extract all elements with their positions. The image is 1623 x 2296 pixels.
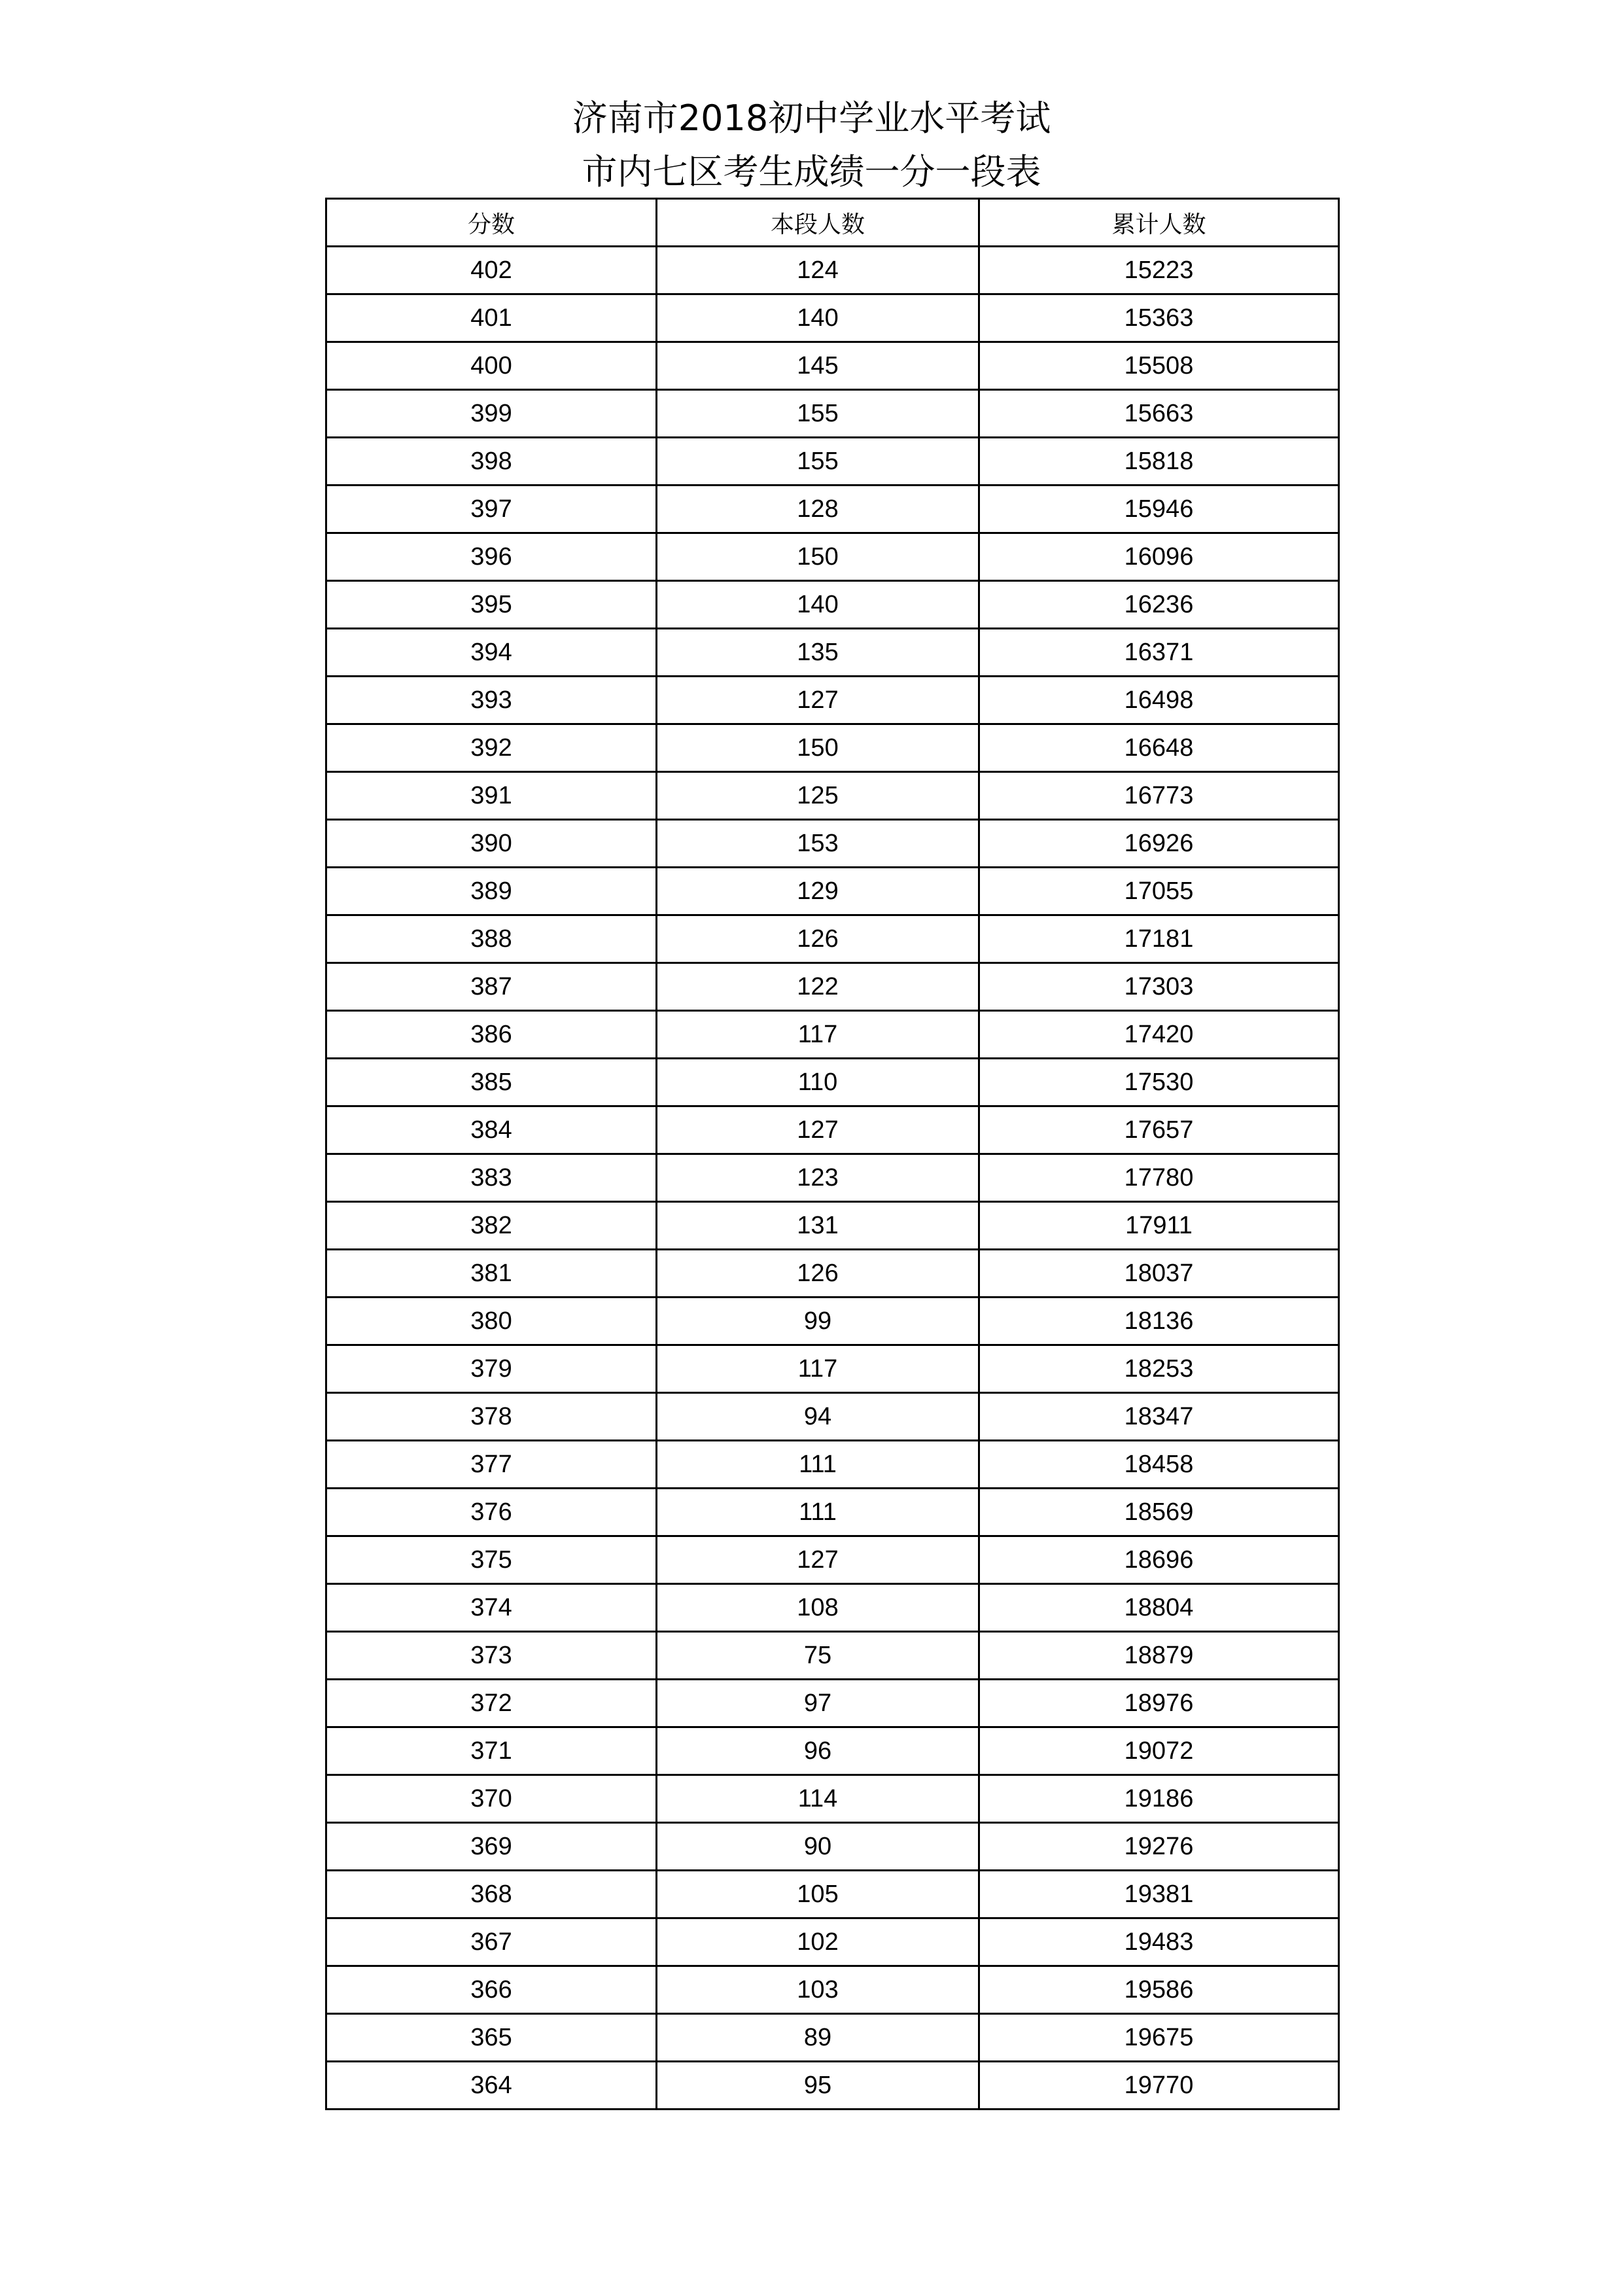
table-row	[326, 1584, 1339, 1632]
cell-segment-count: 127	[657, 677, 979, 724]
table-row	[326, 868, 1339, 915]
cell-segment-count: 97	[657, 1680, 979, 1727]
cell-score: 392	[326, 724, 657, 772]
cell-cumulative-count: 16648	[979, 724, 1339, 772]
cell-cumulative-count: 15363	[979, 294, 1339, 342]
table-row	[326, 581, 1339, 629]
cell-segment-count: 123	[657, 1154, 979, 1202]
cell-segment-count: 140	[657, 294, 979, 342]
cell-score: 397	[326, 486, 657, 533]
cell-score: 393	[326, 677, 657, 724]
cell-segment-count: 117	[657, 1011, 979, 1059]
cell-cumulative-count: 19381	[979, 1871, 1339, 1918]
cell-segment-count: 89	[657, 2014, 979, 2062]
cell-score: 376	[326, 1489, 657, 1536]
cell-segment-count: 150	[657, 724, 979, 772]
cell-cumulative-count: 15946	[979, 486, 1339, 533]
cell-segment-count: 111	[657, 1489, 979, 1536]
cell-segment-count: 150	[657, 533, 979, 581]
cell-segment-count: 110	[657, 1059, 979, 1106]
cell-cumulative-count: 17181	[979, 915, 1339, 963]
cell-cumulative-count: 17055	[979, 868, 1339, 915]
cell-cumulative-count: 18569	[979, 1489, 1339, 1536]
cell-score: 367	[326, 1918, 657, 1966]
table-row	[326, 486, 1339, 533]
table-row	[326, 915, 1339, 963]
table-row	[326, 1727, 1339, 1775]
cell-score: 390	[326, 820, 657, 868]
cell-score: 374	[326, 1584, 657, 1632]
cell-cumulative-count: 18696	[979, 1536, 1339, 1584]
cell-score: 396	[326, 533, 657, 581]
cell-cumulative-count: 16498	[979, 677, 1339, 724]
cell-score: 381	[326, 1250, 657, 1298]
cell-segment-count: 108	[657, 1584, 979, 1632]
table-row	[326, 533, 1339, 581]
table-row	[326, 677, 1339, 724]
header-segment-count: 本段人数	[657, 199, 979, 247]
cell-segment-count: 126	[657, 915, 979, 963]
table-row	[326, 963, 1339, 1011]
table-row	[326, 2014, 1339, 2062]
cell-score: 394	[326, 629, 657, 677]
title-line-2: 市内七区考生成绩一分一段表	[582, 151, 1041, 192]
table-row	[326, 1011, 1339, 1059]
cell-segment-count: 155	[657, 438, 979, 486]
cell-cumulative-count: 18347	[979, 1393, 1339, 1441]
cell-cumulative-count: 18804	[979, 1584, 1339, 1632]
table-row	[326, 342, 1339, 390]
cell-segment-count: 124	[657, 247, 979, 294]
cell-cumulative-count: 17911	[979, 1202, 1339, 1250]
cell-cumulative-count: 16371	[979, 629, 1339, 677]
cell-segment-count: 128	[657, 486, 979, 533]
cell-score: 371	[326, 1727, 657, 1775]
table-row	[326, 1345, 1339, 1393]
cell-score: 368	[326, 1871, 657, 1918]
table-row	[326, 1632, 1339, 1680]
table-header-row	[326, 199, 1339, 247]
cell-score: 395	[326, 581, 657, 629]
cell-cumulative-count: 17530	[979, 1059, 1339, 1106]
cell-score: 370	[326, 1775, 657, 1823]
table-row	[326, 1489, 1339, 1536]
cell-cumulative-count: 19483	[979, 1918, 1339, 1966]
cell-segment-count: 145	[657, 342, 979, 390]
cell-cumulative-count: 19072	[979, 1727, 1339, 1775]
cell-score: 377	[326, 1441, 657, 1489]
cell-segment-count: 96	[657, 1727, 979, 1775]
table-row	[326, 1823, 1339, 1871]
cell-cumulative-count: 19586	[979, 1966, 1339, 2014]
cell-segment-count: 153	[657, 820, 979, 868]
table-row	[326, 1966, 1339, 2014]
cell-cumulative-count: 18253	[979, 1345, 1339, 1393]
cell-segment-count: 155	[657, 390, 979, 438]
cell-segment-count: 127	[657, 1106, 979, 1154]
cell-score: 380	[326, 1298, 657, 1345]
table-row	[326, 629, 1339, 677]
cell-score: 365	[326, 2014, 657, 2062]
cell-cumulative-count: 16236	[979, 581, 1339, 629]
cell-score: 401	[326, 294, 657, 342]
cell-segment-count: 125	[657, 772, 979, 820]
cell-score: 402	[326, 247, 657, 294]
table-row	[326, 1441, 1339, 1489]
cell-cumulative-count: 15663	[979, 390, 1339, 438]
table-row	[326, 247, 1339, 294]
table-row	[326, 1871, 1339, 1918]
cell-segment-count: 103	[657, 1966, 979, 2014]
cell-segment-count: 140	[657, 581, 979, 629]
table-row	[326, 1918, 1339, 1966]
cell-score: 373	[326, 1632, 657, 1680]
cell-segment-count: 99	[657, 1298, 979, 1345]
table-row	[326, 1106, 1339, 1154]
table-row	[326, 1250, 1339, 1298]
cell-score: 386	[326, 1011, 657, 1059]
cell-cumulative-count: 16926	[979, 820, 1339, 868]
header-cumulative-count: 累计人数	[979, 199, 1339, 247]
cell-segment-count: 114	[657, 1775, 979, 1823]
cell-cumulative-count: 19276	[979, 1823, 1339, 1871]
cell-score: 372	[326, 1680, 657, 1727]
cell-segment-count: 131	[657, 1202, 979, 1250]
table-row	[326, 1298, 1339, 1345]
cell-cumulative-count: 17780	[979, 1154, 1339, 1202]
table-row	[326, 1059, 1339, 1106]
title-line-1: 济南市2018初中学业水平考试	[572, 97, 1051, 139]
header-score: 分数	[326, 199, 657, 247]
table-row	[326, 1775, 1339, 1823]
cell-segment-count: 135	[657, 629, 979, 677]
cell-score: 387	[326, 963, 657, 1011]
cell-segment-count: 75	[657, 1632, 979, 1680]
table-row	[326, 772, 1339, 820]
cell-score: 375	[326, 1536, 657, 1584]
cell-cumulative-count: 18037	[979, 1250, 1339, 1298]
table-row	[326, 1536, 1339, 1584]
cell-score: 364	[326, 2062, 657, 2110]
table-body	[326, 247, 1339, 2110]
cell-cumulative-count: 19770	[979, 2062, 1339, 2110]
table-row	[326, 2062, 1339, 2110]
cell-cumulative-count: 15818	[979, 438, 1339, 486]
cell-score: 378	[326, 1393, 657, 1441]
table-row	[326, 724, 1339, 772]
cell-segment-count: 95	[657, 2062, 979, 2110]
cell-score: 383	[326, 1154, 657, 1202]
cell-segment-count: 127	[657, 1536, 979, 1584]
cell-cumulative-count: 15508	[979, 342, 1339, 390]
table-row	[326, 1393, 1339, 1441]
cell-score: 382	[326, 1202, 657, 1250]
table-row	[326, 1680, 1339, 1727]
cell-cumulative-count: 16773	[979, 772, 1339, 820]
cell-cumulative-count: 18458	[979, 1441, 1339, 1489]
cell-segment-count: 129	[657, 868, 979, 915]
cell-score: 384	[326, 1106, 657, 1154]
cell-cumulative-count: 18879	[979, 1632, 1339, 1680]
cell-score: 391	[326, 772, 657, 820]
table-row	[326, 390, 1339, 438]
cell-score: 369	[326, 1823, 657, 1871]
table-row	[326, 1154, 1339, 1202]
cell-cumulative-count: 17657	[979, 1106, 1339, 1154]
cell-score: 379	[326, 1345, 657, 1393]
cell-score: 385	[326, 1059, 657, 1106]
cell-score: 366	[326, 1966, 657, 2014]
table-row	[326, 820, 1339, 868]
cell-cumulative-count: 17303	[979, 963, 1339, 1011]
cell-cumulative-count: 17420	[979, 1011, 1339, 1059]
cell-score: 388	[326, 915, 657, 963]
cell-score: 398	[326, 438, 657, 486]
table-row	[326, 1202, 1339, 1250]
cell-score: 399	[326, 390, 657, 438]
cell-segment-count: 111	[657, 1441, 979, 1489]
cell-segment-count: 102	[657, 1918, 979, 1966]
cell-score: 400	[326, 342, 657, 390]
cell-cumulative-count: 16096	[979, 533, 1339, 581]
table-row	[326, 438, 1339, 486]
cell-cumulative-count: 19675	[979, 2014, 1339, 2062]
document-title	[0, 92, 1623, 199]
cell-segment-count: 126	[657, 1250, 979, 1298]
cell-cumulative-count: 18136	[979, 1298, 1339, 1345]
table-row	[326, 294, 1339, 342]
cell-score: 389	[326, 868, 657, 915]
cell-segment-count: 105	[657, 1871, 979, 1918]
cell-segment-count: 122	[657, 963, 979, 1011]
cell-cumulative-count: 15223	[979, 247, 1339, 294]
cell-segment-count: 117	[657, 1345, 979, 1393]
cell-segment-count: 94	[657, 1393, 979, 1441]
cell-segment-count: 90	[657, 1823, 979, 1871]
cell-cumulative-count: 19186	[979, 1775, 1339, 1823]
cell-cumulative-count: 18976	[979, 1680, 1339, 1727]
score-distribution-table	[325, 198, 1340, 2110]
